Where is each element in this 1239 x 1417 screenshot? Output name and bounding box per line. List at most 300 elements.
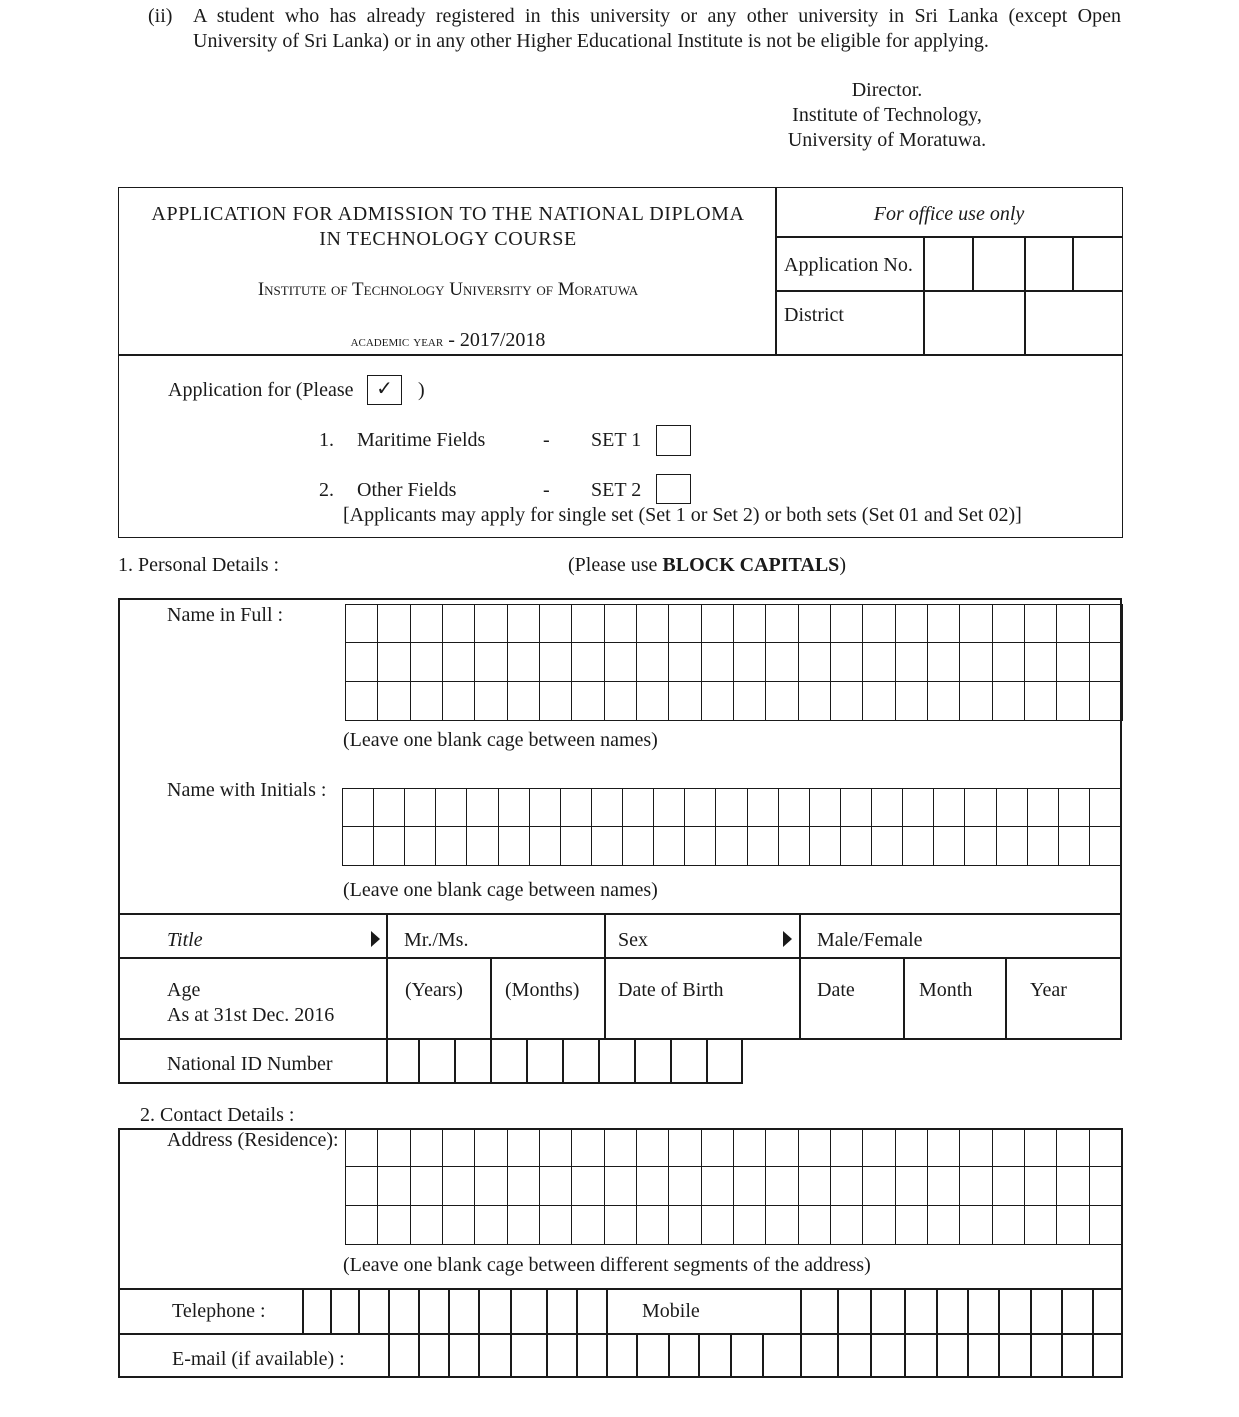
char-cage[interactable] — [766, 605, 798, 643]
char-cage[interactable] — [508, 605, 540, 643]
option-2-dash: - — [543, 479, 550, 501]
char-cage[interactable] — [1025, 1167, 1057, 1205]
academic-year-label: academic year — [350, 333, 444, 350]
item-marker: (ii) — [148, 5, 173, 27]
email-label: E-mail (if available) : — [172, 1348, 345, 1370]
char-cage[interactable] — [1059, 789, 1090, 827]
char-cage[interactable] — [499, 827, 530, 865]
char-cage[interactable] — [378, 643, 410, 681]
char-cage[interactable] — [1025, 605, 1057, 643]
block-capitals-suffix: ) — [839, 554, 846, 576]
name-with-initials-grid[interactable] — [342, 788, 1122, 866]
cage-divider — [418, 1334, 420, 1376]
signature-university: University of Moratuwa. — [787, 129, 987, 151]
char-cage[interactable] — [540, 1206, 572, 1244]
char-cage[interactable] — [405, 827, 436, 865]
char-cage[interactable] — [928, 1129, 960, 1167]
char-cage[interactable] — [443, 1206, 475, 1244]
char-cage[interactable] — [411, 1206, 443, 1244]
char-cage[interactable] — [766, 1167, 798, 1205]
char-cage[interactable] — [1090, 605, 1122, 643]
char-cage[interactable] — [896, 1129, 928, 1167]
char-cage[interactable] — [637, 605, 669, 643]
char-cage[interactable] — [896, 1206, 928, 1244]
char-cage[interactable] — [702, 605, 734, 643]
char-cage[interactable] — [993, 1167, 1025, 1205]
cage-divider — [698, 1334, 700, 1376]
char-cage[interactable] — [896, 682, 928, 720]
char-cage[interactable] — [799, 605, 831, 643]
char-cage[interactable] — [965, 827, 996, 865]
char-cage[interactable] — [903, 827, 934, 865]
cage-divider — [478, 1334, 480, 1376]
char-cage[interactable] — [572, 643, 604, 681]
address-label: Address (Residence): — [167, 1129, 339, 1151]
cage-divider — [598, 1038, 600, 1083]
char-cage[interactable] — [475, 1129, 507, 1167]
char-cage[interactable] — [766, 682, 798, 720]
char-cage[interactable] — [779, 789, 810, 827]
char-cage[interactable] — [508, 1129, 540, 1167]
char-cage[interactable] — [530, 827, 561, 865]
char-cage[interactable] — [716, 827, 747, 865]
char-cage[interactable] — [1090, 643, 1122, 681]
char-cage[interactable] — [637, 1167, 669, 1205]
char-cage[interactable] — [475, 682, 507, 720]
char-cage[interactable] — [378, 1129, 410, 1167]
cage-divider — [510, 1289, 512, 1333]
char-cage[interactable] — [1059, 827, 1090, 865]
char-cage[interactable] — [810, 827, 841, 865]
name-with-initials-note: (Leave one blank cage between names) — [343, 879, 658, 901]
char-cage[interactable] — [702, 1167, 734, 1205]
char-cage[interactable] — [637, 1129, 669, 1167]
char-cage[interactable] — [766, 1129, 798, 1167]
char-cage[interactable] — [654, 827, 685, 865]
cage-divider — [837, 1289, 839, 1333]
char-cage[interactable] — [443, 682, 475, 720]
char-cage[interactable] — [669, 682, 701, 720]
char-cage[interactable] — [605, 1129, 637, 1167]
char-cage[interactable] — [997, 827, 1028, 865]
personal-details-heading: 1. Personal Details : — [118, 554, 280, 576]
academic-year — [120, 329, 776, 352]
char-cage[interactable] — [799, 643, 831, 681]
char-cage[interactable] — [702, 1206, 734, 1244]
char-cage[interactable] — [799, 1206, 831, 1244]
cage-divider — [388, 1289, 390, 1333]
char-cage[interactable] — [374, 789, 405, 827]
char-cage[interactable] — [1090, 1167, 1122, 1205]
char-cage[interactable] — [734, 605, 766, 643]
cage-divider — [418, 1038, 420, 1083]
char-cage[interactable] — [572, 1129, 604, 1167]
email-cells[interactable] — [388, 1334, 1121, 1376]
char-cage[interactable] — [669, 605, 701, 643]
address-grid[interactable] — [345, 1128, 1123, 1245]
char-cage[interactable] — [592, 789, 623, 827]
char-cage[interactable] — [928, 1206, 960, 1244]
option-1-name: Maritime Fields — [357, 429, 486, 451]
char-cage[interactable] — [872, 789, 903, 827]
char-cage[interactable] — [965, 789, 996, 827]
char-cage[interactable] — [799, 1167, 831, 1205]
char-cage[interactable] — [499, 789, 530, 827]
char-cage[interactable] — [374, 827, 405, 865]
cage-divider — [730, 1334, 732, 1376]
char-cage[interactable] — [734, 1167, 766, 1205]
char-cage[interactable] — [572, 1206, 604, 1244]
char-cage[interactable] — [411, 1129, 443, 1167]
char-cage[interactable] — [960, 682, 992, 720]
age-months-field[interactable]: (Months) — [505, 979, 580, 1001]
char-cage[interactable] — [831, 1206, 863, 1244]
cage-divider — [1061, 1334, 1063, 1376]
char-cage[interactable] — [411, 605, 443, 643]
char-cage[interactable] — [1057, 682, 1089, 720]
block-capitals-emphasis: BLOCK CAPITALS — [662, 554, 840, 576]
char-cage[interactable] — [960, 1167, 992, 1205]
char-cage[interactable] — [841, 789, 872, 827]
char-cage[interactable] — [443, 1167, 475, 1205]
institute-name: Institute of Technology University of Moratuwa — [257, 279, 639, 300]
char-cage[interactable] — [436, 827, 467, 865]
district-label: District — [784, 304, 844, 326]
cage-divider — [1030, 1334, 1032, 1376]
char-cage[interactable] — [443, 1129, 475, 1167]
char-cage[interactable] — [734, 643, 766, 681]
option-2-set: SET 2 — [591, 479, 642, 501]
char-cage[interactable] — [734, 1129, 766, 1167]
cage-divider — [448, 1289, 450, 1333]
check-mark-icon: ✓ — [376, 378, 393, 400]
char-cage[interactable] — [1025, 682, 1057, 720]
char-cage[interactable] — [561, 789, 592, 827]
char-cage[interactable] — [540, 1167, 572, 1205]
cage-divider — [546, 1334, 548, 1376]
char-cage[interactable] — [605, 1167, 637, 1205]
char-cage[interactable] — [1057, 605, 1089, 643]
char-cage[interactable] — [623, 827, 654, 865]
cage-divider — [562, 1038, 564, 1083]
char-cage[interactable] — [779, 827, 810, 865]
char-cage[interactable] — [508, 1167, 540, 1205]
char-cage[interactable] — [960, 643, 992, 681]
title-options[interactable]: Mr./Ms. — [404, 929, 469, 951]
char-cage[interactable] — [997, 789, 1028, 827]
dob-month-field[interactable]: Month — [919, 979, 973, 1001]
cage-divider — [967, 1334, 969, 1376]
char-cage[interactable] — [903, 789, 934, 827]
char-cage[interactable] — [623, 789, 654, 827]
char-cage[interactable] — [572, 605, 604, 643]
char-cage[interactable] — [896, 643, 928, 681]
char-cage[interactable] — [831, 682, 863, 720]
cage-divider — [418, 1289, 420, 1333]
national-id-cells[interactable] — [386, 1038, 742, 1083]
cage-divider — [576, 1289, 578, 1333]
sex-arrow-icon — [783, 931, 792, 947]
char-cage[interactable] — [748, 789, 779, 827]
char-cage[interactable] — [841, 827, 872, 865]
cage-divider — [448, 1334, 450, 1376]
char-cage[interactable] — [1090, 1129, 1122, 1167]
char-cage[interactable] — [592, 827, 623, 865]
cage-divider — [546, 1289, 548, 1333]
char-cage[interactable] — [863, 682, 895, 720]
char-cage[interactable] — [1057, 1167, 1089, 1205]
cage-divider — [904, 1334, 906, 1376]
char-cage[interactable] — [605, 1206, 637, 1244]
char-cage[interactable] — [475, 643, 507, 681]
char-cage[interactable] — [1090, 1206, 1122, 1244]
char-cage[interactable] — [810, 789, 841, 827]
char-cage[interactable] — [411, 643, 443, 681]
option-1-set: SET 1 — [591, 429, 642, 451]
char-cage[interactable] — [443, 643, 475, 681]
char-cage[interactable] — [346, 1206, 378, 1244]
char-cage[interactable] — [863, 643, 895, 681]
cage-divider — [1030, 1289, 1032, 1333]
char-cage[interactable] — [605, 682, 637, 720]
char-cage[interactable] — [896, 1167, 928, 1205]
dob-date-field[interactable]: Date — [817, 979, 855, 1001]
char-cage[interactable] — [467, 789, 498, 827]
cage-divider — [870, 1289, 872, 1333]
form-title-line-2: IN TECHNOLOGY COURSE — [319, 228, 577, 250]
set-2-checkbox[interactable] — [656, 474, 691, 504]
cage-divider — [998, 1334, 1000, 1376]
block-capitals-prefix: (Please use — [568, 554, 663, 576]
char-cage[interactable] — [1090, 827, 1121, 865]
char-cage[interactable] — [475, 605, 507, 643]
cage-divider — [967, 1289, 969, 1333]
char-cage[interactable] — [669, 1167, 701, 1205]
set-1-checkbox[interactable] — [656, 425, 691, 456]
char-cage[interactable] — [540, 605, 572, 643]
char-cage[interactable] — [960, 1129, 992, 1167]
title-arrow-icon — [371, 931, 380, 947]
cage-divider — [606, 1334, 608, 1376]
char-cage[interactable] — [530, 789, 561, 827]
char-cage[interactable] — [346, 682, 378, 720]
block-capitals-note — [568, 554, 846, 577]
char-cage[interactable] — [685, 789, 716, 827]
application-sets-note: [Applicants may apply for single set (Set 1 or Set 2) or both sets (Set 01 and Set 02)] — [343, 504, 1022, 526]
char-cage[interactable] — [928, 1167, 960, 1205]
char-cage[interactable] — [637, 643, 669, 681]
char-cage[interactable] — [508, 682, 540, 720]
char-cage[interactable] — [831, 1129, 863, 1167]
char-cage[interactable] — [1025, 1129, 1057, 1167]
option-2-number: 2. — [319, 479, 334, 501]
char-cage[interactable] — [443, 605, 475, 643]
char-cage[interactable] — [572, 1167, 604, 1205]
name-with-initials-label: Name with Initials : — [167, 779, 327, 801]
cage-divider — [454, 1038, 456, 1083]
mobile-cells[interactable] — [800, 1289, 1121, 1333]
char-cage[interactable] — [766, 643, 798, 681]
char-cage[interactable] — [960, 1206, 992, 1244]
char-cage[interactable] — [561, 827, 592, 865]
cage-divider — [634, 1038, 636, 1083]
cage-divider — [670, 1038, 672, 1083]
cage-divider — [800, 1334, 802, 1376]
char-cage[interactable] — [928, 643, 960, 681]
char-cage[interactable] — [346, 1129, 378, 1167]
char-cage[interactable] — [1090, 682, 1122, 720]
char-cage[interactable] — [637, 682, 669, 720]
cage-divider — [762, 1334, 764, 1376]
district-field[interactable] — [925, 292, 1121, 353]
char-cage[interactable] — [716, 789, 747, 827]
char-cage[interactable] — [411, 1167, 443, 1205]
char-cage[interactable] — [1028, 827, 1059, 865]
char-cage[interactable] — [748, 827, 779, 865]
char-cage[interactable] — [411, 682, 443, 720]
char-cage[interactable] — [685, 827, 716, 865]
option-1-number: 1. — [319, 429, 334, 451]
char-cage[interactable] — [799, 682, 831, 720]
char-cage[interactable] — [734, 1206, 766, 1244]
char-cage[interactable] — [1025, 643, 1057, 681]
char-cage[interactable] — [993, 1129, 1025, 1167]
char-cage[interactable] — [863, 1206, 895, 1244]
char-cage[interactable] — [1090, 789, 1121, 827]
char-cage[interactable] — [863, 605, 895, 643]
char-cage[interactable] — [831, 643, 863, 681]
char-cage[interactable] — [831, 1167, 863, 1205]
char-cage[interactable] — [993, 682, 1025, 720]
option-1-dash: - — [543, 429, 550, 451]
name-in-full-label: Name in Full : — [167, 604, 284, 626]
char-cage[interactable] — [1057, 1206, 1089, 1244]
char-cage[interactable] — [702, 643, 734, 681]
address-note: (Leave one blank cage between different segments of the address) — [343, 1254, 871, 1276]
telephone-label: Telephone : — [172, 1300, 266, 1322]
char-cage[interactable] — [993, 643, 1025, 681]
application-for-close: ) — [418, 379, 425, 401]
char-cage[interactable] — [766, 1206, 798, 1244]
char-cage[interactable] — [540, 643, 572, 681]
eligibility-line-2: University of Sri Lanka) or in any other Higher Educational Institute is not be eligible for applying. — [193, 30, 989, 52]
char-cage[interactable] — [508, 1206, 540, 1244]
char-cage[interactable] — [702, 682, 734, 720]
char-cage[interactable] — [702, 1129, 734, 1167]
char-cage[interactable] — [540, 1129, 572, 1167]
cage-divider — [800, 1289, 802, 1333]
char-cage[interactable] — [475, 1206, 507, 1244]
cage-divider — [904, 1289, 906, 1333]
char-cage[interactable] — [378, 1206, 410, 1244]
char-cage[interactable] — [993, 605, 1025, 643]
char-cage[interactable] — [605, 643, 637, 681]
cage-divider — [576, 1334, 578, 1376]
cage-divider — [998, 1289, 1000, 1333]
age-as-at-label: As at 31st Dec. 2016 — [167, 1004, 335, 1026]
application-no-field[interactable] — [925, 238, 1121, 289]
office-use-heading: For office use only — [873, 203, 1025, 225]
cage-divider — [1092, 1334, 1094, 1376]
char-cage[interactable] — [872, 827, 903, 865]
char-cage[interactable] — [928, 682, 960, 720]
cage-divider — [837, 1334, 839, 1376]
char-cage[interactable] — [863, 1129, 895, 1167]
cage-divider — [330, 1289, 332, 1333]
sex-label: Sex — [618, 929, 648, 951]
char-cage[interactable] — [669, 643, 701, 681]
cage-divider — [870, 1334, 872, 1376]
char-cage[interactable] — [1028, 789, 1059, 827]
char-cage[interactable] — [378, 1167, 410, 1205]
cage-divider — [478, 1289, 480, 1333]
char-cage[interactable] — [572, 682, 604, 720]
eligibility-line-1: A student who has already registered in this university or any other university in Sri Lanka (except Open — [193, 5, 1121, 27]
char-cage[interactable] — [467, 827, 498, 865]
char-cage[interactable] — [896, 605, 928, 643]
char-cage[interactable] — [928, 605, 960, 643]
char-cage[interactable] — [343, 827, 374, 865]
academic-year-value: - 2017/2018 — [448, 329, 546, 351]
char-cage[interactable] — [669, 1129, 701, 1167]
title-label: Title — [167, 929, 203, 951]
signature-institute: Institute of Technology, — [792, 104, 982, 126]
char-cage[interactable] — [934, 827, 965, 865]
char-cage[interactable] — [436, 789, 467, 827]
char-cage[interactable] — [346, 643, 378, 681]
sex-options[interactable]: Male/Female — [817, 929, 923, 951]
char-cage[interactable] — [637, 1206, 669, 1244]
char-cage[interactable] — [1057, 643, 1089, 681]
char-cage[interactable] — [1025, 1206, 1057, 1244]
age-years-field[interactable]: (Years) — [405, 979, 463, 1001]
char-cage[interactable] — [960, 605, 992, 643]
char-cage[interactable] — [993, 1206, 1025, 1244]
age-label: Age — [167, 979, 201, 1001]
cage-divider — [526, 1038, 528, 1083]
char-cage[interactable] — [346, 1167, 378, 1205]
date-of-birth-label: Date of Birth — [618, 979, 724, 1001]
char-cage[interactable] — [934, 789, 965, 827]
char-cage[interactable] — [1057, 1129, 1089, 1167]
dob-year-field[interactable]: Year — [1030, 979, 1067, 1001]
cage-divider — [490, 1038, 492, 1083]
char-cage[interactable] — [799, 1129, 831, 1167]
name-in-full-grid[interactable] — [345, 604, 1123, 721]
application-for-label: Application for (Please — [168, 379, 354, 401]
char-cage[interactable] — [405, 789, 436, 827]
char-cage[interactable] — [378, 682, 410, 720]
char-cage[interactable] — [863, 1167, 895, 1205]
char-cage[interactable] — [669, 1206, 701, 1244]
name-in-full-note: (Leave one blank cage between names) — [343, 729, 658, 751]
char-cage[interactable] — [605, 605, 637, 643]
option-2-name: Other Fields — [357, 479, 457, 501]
cage-divider — [636, 1334, 638, 1376]
char-cage[interactable] — [346, 605, 378, 643]
cage-divider — [606, 1289, 608, 1333]
char-cage[interactable] — [654, 789, 685, 827]
char-cage[interactable] — [540, 682, 572, 720]
telephone-cells[interactable] — [302, 1289, 607, 1333]
char-cage[interactable] — [831, 605, 863, 643]
char-cage[interactable] — [378, 605, 410, 643]
char-cage[interactable] — [343, 789, 374, 827]
char-cage[interactable] — [734, 682, 766, 720]
char-cage[interactable] — [475, 1167, 507, 1205]
char-cage[interactable] — [508, 643, 540, 681]
cage-divider — [1061, 1289, 1063, 1333]
